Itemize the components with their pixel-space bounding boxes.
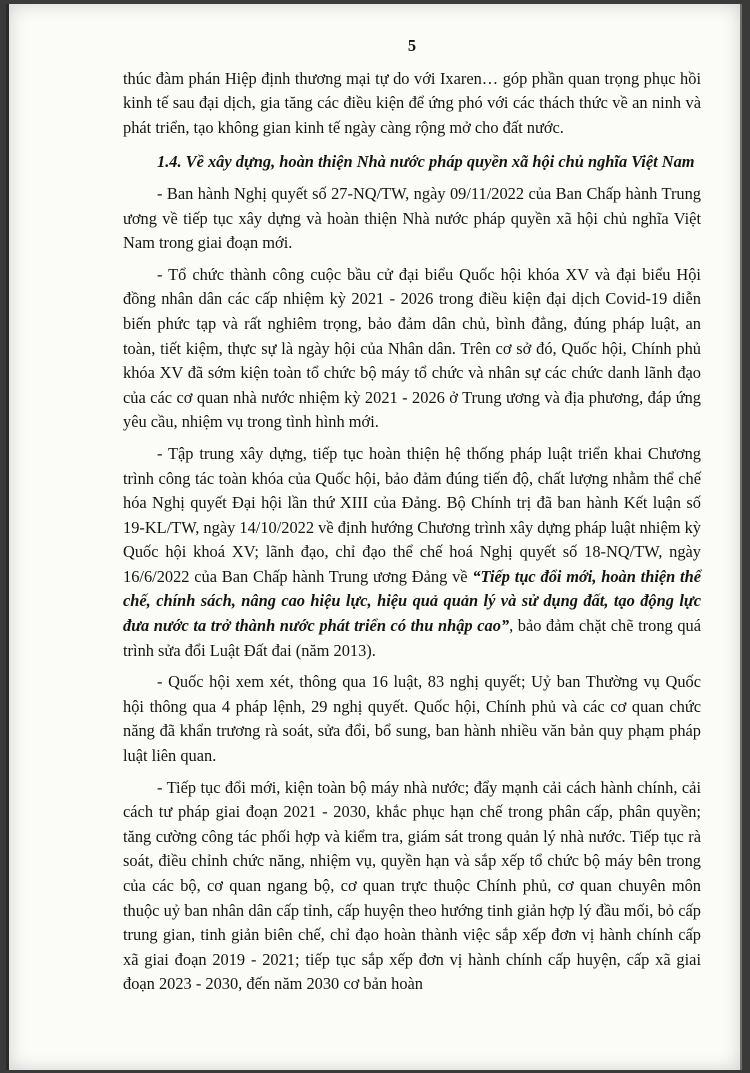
page-number: 5 <box>407 36 417 55</box>
paragraph-continuation: thúc đàm phán Hiệp định thương mại tự do với Ixaren… góp phần quan trọng phục hồi kinh tế sau đại dịch, gia tăng các điều kiện để ứng phó với các thách thức về an ninh và phát triển, tạo không gian kinh tế ngày càng rộng mở cho đất nước. <box>123 68 701 137</box>
resolution-18-quote: “Tiếp tục đổi mới, hoàn thiện thể chế, chính sách, nâng cao hiệu lực, hiệu quả quản lý và sử dụng đất, tạo động lực đưa nước ta trở thành nước phát triển có thu nhập cao” <box>123 566 701 636</box>
page-content <box>123 34 701 1004</box>
paragraph-national-assembly: - Quốc hội xem xét, thông qua 16 luật, 83 nghị quyết; Uỷ ban Thường vụ Quốc hội thông qua 4 pháp lệnh, 29 nghị quyết. Quốc hội, Chính phủ và các cơ quan chức năng đã khẩn trương rà soát, sửa đổi, bổ sung, ban hành nhiều văn bản quy phạm pháp luật liên quan. <box>123 672 701 766</box>
paragraph-election: - Tổ chức thành công cuộc bầu cử đại biểu Quốc hội khóa XV và đại biểu Hội đồng nhân dân các cấp nhiệm kỳ 2021 - 2026 trong điều kiện đại dịch Covid-19 diễn biến phức tạp và rất nghiêm trọng, bảo đảm dân chủ, bình đẳng, đúng pháp luật, an toàn, tiết kiệm, thực sự là ngày hội của Nhân dân. Trên cơ sở đó, Quốc hội, Chính phủ khóa XV đã sớm kiện toàn tổ chức bộ máy tổ chức và nhân sự các chức danh lãnh đạo của các cơ quan nhà nước nhiệm kỳ 2021 - 2026 ở Trung ương và địa phương, đáp ứng yêu cầu, nhiệm vụ trong tình hình mới. <box>123 264 701 432</box>
paragraph-state-apparatus: - Tiếp tục đổi mới, kiện toàn bộ máy nhà nước; đẩy mạnh cải cách hành chính, cải cách tư pháp giai đoạn 2021 - 2030, khắc phục hạn chế trong phân cấp, phân quyền; tăng cường công tác phối hợp và kiểm tra, giám sát trong quản lý nhà nước. Tiếp tục rà soát, điều chỉnh chức năng, nhiệm vụ, quyền hạn và sắp xếp tổ chức bộ máy bên trong của các bộ, cơ quan ngang bộ, cơ quan trực thuộc Chính phủ, cơ quan chuyên môn thuộc uỷ ban nhân dân cấp tỉnh, cấp huyện theo hướng tinh giản hợp lý đầu mối, bỏ cấp trung gian, tinh giản biên chế, chỉ đạo hoàn thành việc sắp xếp đơn vị hành chính cấp xã giai đoạn 2019 - 2021; tiếp tục sắp xếp đơn vị hành chính cấp huyện, cấp xã giai đoạn 2023 - 2030, đến năm 2030 cơ bản hoàn <box>123 777 701 994</box>
legal-system-text: - Tập trung xây dựng, tiếp tục hoàn thiện hệ thống pháp luật triển khai Chương trình công tác toàn khóa của Quốc hội, bảo đảm đúng tiến độ, chất lượng nhằm thể chế hóa Nghị quyết Đại hội lần thứ XIII của Đảng. Bộ Chính trị đã ban hành Kết luận số 19-KL/TW, ngày 14/10/2022 về định hướng Chương trình xây dựng pháp luật nhiệm kỳ Quốc hội khoá XV; lãnh đạo, chỉ đạo thể chế hoá Nghị quyết số 18-NQ/TW, ngày 16/6/2022 của Ban Chấp hành Trung ương Đảng về <box>123 443 701 586</box>
document-page <box>6 4 742 1070</box>
legal-system-text-end: , bảo đảm chặt chẽ trong quá trình sửa đổi Luật Đất đai (năm 2013). <box>123 616 701 660</box>
paragraph-resolution-27: - Ban hành Nghị quyết số 27-NQ/TW, ngày 09/11/2022 của Ban Chấp hành Trung ương về tiếp tục xây dựng và hoàn thiện Nhà nước pháp quyền xã hội chủ nghĩa Việt Nam trong giai đoạn mới. <box>123 183 701 253</box>
section-heading-1-4: 1.4. Về xây dựng, hoàn thiện Nhà nước pháp quyền xã hội chủ nghĩa Việt Nam <box>157 152 695 172</box>
paragraph-legal-system <box>123 442 701 663</box>
